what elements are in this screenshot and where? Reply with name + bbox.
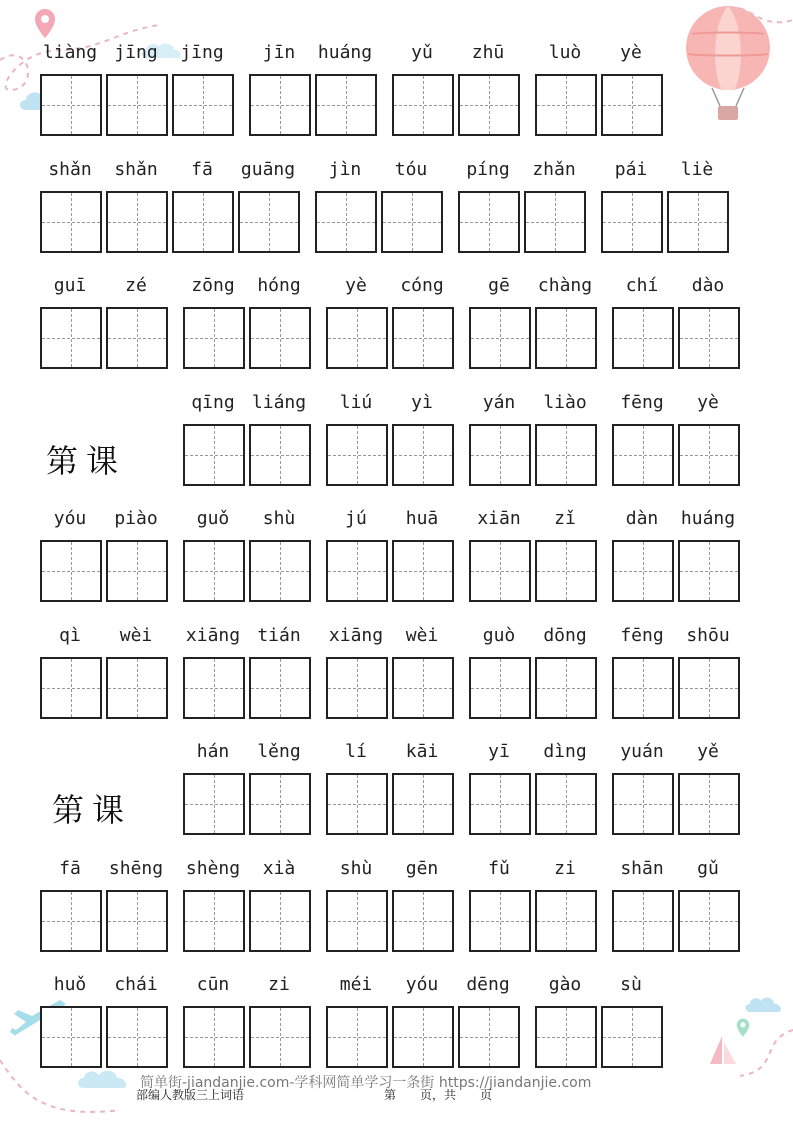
pinyin-label: zhǎn [532, 158, 576, 180]
dashed-path-decoration [730, 0, 793, 40]
writing-box[interactable] [249, 424, 311, 486]
pinyin-label: qì [59, 624, 81, 646]
writing-box[interactable] [106, 307, 168, 369]
pinyin-label: fēng [620, 391, 664, 413]
pinyin-label: yóu [405, 974, 439, 995]
pinyin-label: lěng [257, 741, 301, 762]
writing-box[interactable] [535, 1006, 597, 1068]
writing-box[interactable] [106, 1006, 168, 1068]
writing-box[interactable] [183, 1006, 245, 1068]
pinyin-label: wèi [405, 624, 439, 646]
writing-box[interactable] [392, 890, 454, 952]
writing-box[interactable] [678, 540, 740, 602]
pinyin-label: guī [53, 275, 87, 296]
pinyin-label: méi [339, 974, 373, 995]
writing-box[interactable] [381, 191, 443, 253]
writing-box[interactable] [392, 1006, 454, 1068]
pinyin-label: zi [554, 857, 576, 879]
writing-box[interactable] [315, 191, 377, 253]
pinyin-label: shōu [686, 624, 730, 646]
pinyin-label: fā [191, 158, 213, 180]
pinyin-label: yè [345, 275, 367, 296]
writing-box[interactable] [392, 540, 454, 602]
pinyin-label: huáng [317, 42, 373, 63]
writing-box[interactable] [678, 773, 740, 835]
writing-box[interactable] [392, 424, 454, 486]
writing-box[interactable] [612, 307, 674, 369]
writing-box[interactable] [249, 773, 311, 835]
pinyin-label: chí [625, 275, 659, 296]
writing-box[interactable] [326, 1006, 388, 1068]
writing-box[interactable] [535, 657, 597, 719]
pinyin-label: tóu [394, 158, 428, 180]
writing-box[interactable] [326, 773, 388, 835]
writing-box[interactable] [326, 890, 388, 952]
writing-box[interactable] [535, 540, 597, 602]
writing-box[interactable] [678, 890, 740, 952]
pinyin-label: shēng [108, 857, 164, 879]
writing-box[interactable] [469, 307, 531, 369]
writing-box[interactable] [40, 307, 102, 369]
writing-box[interactable] [40, 74, 102, 136]
writing-box[interactable] [106, 74, 168, 136]
writing-box[interactable] [249, 307, 311, 369]
writing-box[interactable] [249, 74, 311, 136]
writing-box[interactable] [249, 540, 311, 602]
writing-box[interactable] [612, 773, 674, 835]
writing-box[interactable] [535, 890, 597, 952]
pinyin-label: xiān [477, 508, 521, 529]
writing-box[interactable] [326, 307, 388, 369]
pinyin-label: wèi [119, 624, 153, 646]
writing-box[interactable] [106, 191, 168, 253]
writing-box[interactable] [183, 657, 245, 719]
pinyin-label: piào [114, 508, 158, 529]
writing-box[interactable] [469, 890, 531, 952]
writing-box[interactable] [183, 773, 245, 835]
writing-box[interactable] [601, 191, 663, 253]
pinyin-label: gǔ [697, 857, 719, 879]
writing-box[interactable] [469, 773, 531, 835]
pinyin-label: tián [257, 624, 301, 646]
lesson-label: 第课 [46, 441, 127, 480]
pinyin-label: dēng [466, 974, 510, 995]
pinyin-label: fēng [620, 624, 664, 646]
cloud-icon [76, 1066, 132, 1090]
writing-box[interactable] [40, 890, 102, 952]
pinyin-label: luò [548, 42, 582, 63]
pinyin-label: yán [482, 391, 516, 413]
writing-box[interactable] [106, 657, 168, 719]
writing-box[interactable] [392, 307, 454, 369]
pinyin-label: qīng [191, 391, 235, 413]
writing-box[interactable] [612, 890, 674, 952]
pinyin-label: liào [543, 391, 587, 413]
writing-box[interactable] [678, 307, 740, 369]
pinyin-label: hán [196, 741, 230, 762]
writing-box[interactable] [667, 191, 729, 253]
writing-box[interactable] [469, 424, 531, 486]
pinyin-label: shān [620, 857, 664, 879]
writing-box[interactable] [40, 657, 102, 719]
writing-box[interactable] [612, 424, 674, 486]
writing-box[interactable] [183, 307, 245, 369]
pinyin-label: gào [548, 974, 582, 995]
writing-box[interactable] [183, 890, 245, 952]
writing-box[interactable] [678, 424, 740, 486]
writing-box[interactable] [326, 424, 388, 486]
writing-box[interactable] [612, 540, 674, 602]
pinyin-label: zōng [191, 275, 235, 296]
writing-box[interactable] [326, 657, 388, 719]
writing-box[interactable] [249, 890, 311, 952]
sailboat-icon [708, 1034, 738, 1070]
pinyin-label: liè [680, 158, 714, 180]
writing-box[interactable] [678, 657, 740, 719]
pinyin-label: jú [345, 508, 367, 529]
footer-page-number: 第 页，共 页 [384, 1088, 493, 1102]
writing-box[interactable] [392, 74, 454, 136]
writing-box[interactable] [535, 773, 597, 835]
writing-box[interactable] [183, 540, 245, 602]
writing-box[interactable] [392, 657, 454, 719]
pinyin-label: dào [691, 275, 725, 296]
writing-box[interactable] [40, 1006, 102, 1068]
writing-box[interactable] [106, 540, 168, 602]
pinyin-label: guāng [240, 158, 296, 180]
writing-box[interactable] [469, 540, 531, 602]
pinyin-label: sù [620, 974, 642, 995]
writing-box[interactable] [535, 307, 597, 369]
writing-box[interactable] [392, 773, 454, 835]
pinyin-label: chàng [537, 275, 593, 296]
writing-box[interactable] [249, 657, 311, 719]
pinyin-label: gēn [405, 857, 439, 879]
writing-box[interactable] [40, 540, 102, 602]
pinyin-label: liàng [42, 42, 98, 63]
pinyin-label: yī [488, 741, 510, 762]
pinyin-label: shǎn [48, 158, 92, 180]
lesson-label: 第课 [52, 791, 133, 829]
writing-box[interactable] [469, 657, 531, 719]
pinyin-label: yì [411, 391, 433, 413]
pinyin-label: yǔ [411, 42, 433, 63]
pinyin-label: guò [482, 624, 516, 646]
pinyin-label: gē [488, 275, 510, 296]
writing-box[interactable] [249, 1006, 311, 1068]
pinyin-label: liú [339, 391, 373, 413]
pinyin-label: yè [620, 42, 642, 63]
pinyin-label: yě [697, 741, 719, 762]
writing-box[interactable] [535, 424, 597, 486]
pinyin-label: jìn [328, 158, 362, 180]
pinyin-label: shǎn [114, 158, 158, 180]
writing-box[interactable] [326, 540, 388, 602]
writing-box[interactable] [612, 657, 674, 719]
pinyin-label: kāi [405, 741, 439, 762]
pinyin-label: yè [697, 391, 719, 413]
writing-box[interactable] [315, 74, 377, 136]
writing-box[interactable] [40, 191, 102, 253]
pinyin-label: jīng [180, 42, 224, 63]
pinyin-label: guǒ [196, 508, 230, 529]
writing-box[interactable] [172, 191, 234, 253]
pinyin-label: chái [114, 974, 158, 995]
pinyin-label: shèng [185, 857, 241, 879]
writing-box[interactable] [172, 74, 234, 136]
pinyin-label: huā [405, 508, 439, 529]
pinyin-label: lí [345, 741, 367, 762]
pinyin-label: cūn [196, 974, 230, 995]
pinyin-label: zǐ [554, 508, 576, 529]
pinyin-label: cóng [400, 275, 444, 296]
footer-book-title: 部编人教版三上词语 [136, 1088, 245, 1102]
writing-box[interactable] [458, 1006, 520, 1068]
pinyin-label: fā [59, 857, 81, 879]
pinyin-label: xià [262, 857, 296, 879]
writing-box[interactable] [535, 74, 597, 136]
pinyin-label: xiāng [328, 624, 384, 646]
pinyin-label: zi [268, 974, 290, 995]
pinyin-label: hóng [257, 275, 301, 296]
pinyin-label: shù [339, 857, 373, 879]
pinyin-label: dàn [625, 508, 659, 529]
pinyin-label: dìng [543, 741, 587, 762]
pinyin-label: huáng [680, 508, 736, 529]
pinyin-label: yuán [620, 741, 664, 762]
writing-box[interactable] [106, 890, 168, 952]
writing-box[interactable] [601, 74, 663, 136]
pinyin-label: zhū [471, 42, 505, 63]
pinyin-label: jīn [262, 42, 296, 63]
pinyin-label: fǔ [488, 857, 510, 879]
writing-box[interactable] [458, 74, 520, 136]
pinyin-label: zé [125, 275, 147, 296]
watermark-text: 简单街-jiandanjie.com-学科网简单学习一条街 https://jiandanjie.com [140, 1075, 592, 1091]
writing-box[interactable] [601, 1006, 663, 1068]
pinyin-label: huǒ [53, 974, 87, 995]
writing-box[interactable] [183, 424, 245, 486]
writing-box[interactable] [238, 191, 300, 253]
pinyin-label: dōng [543, 624, 587, 646]
pinyin-label: shù [262, 508, 296, 529]
writing-box[interactable] [524, 191, 586, 253]
pinyin-label: píng [466, 158, 510, 180]
pinyin-label: pái [614, 158, 648, 180]
writing-box[interactable] [458, 191, 520, 253]
pinyin-label: yóu [53, 508, 87, 529]
pinyin-label: jīng [114, 42, 158, 63]
pinyin-label: xiāng [185, 624, 241, 646]
pinyin-label: liáng [251, 391, 307, 413]
